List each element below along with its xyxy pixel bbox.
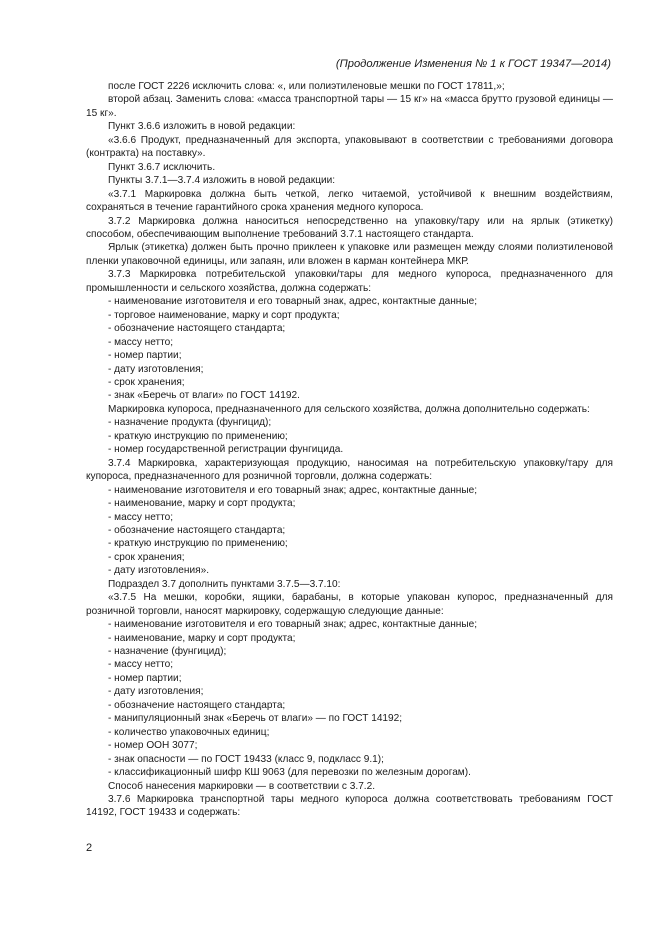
- paragraph: Пункт 3.6.6 изложить в новой редакции:: [108, 121, 296, 133]
- page-header: (Продолжение Изменения № 1 к ГОСТ 19347—2014): [335, 58, 611, 70]
- paragraph: «3.6.6 Продукт, предназначенный для экспорта, упаковывают в соответствии с требованиями договора (контракта) на поставку».: [86, 134, 613, 160]
- paragraph: - знак опасности — по ГОСТ 19433 (класс 9, подкласс 9.1);: [108, 753, 384, 765]
- page-number: 2: [86, 842, 93, 854]
- paragraph: - назначение продукта (фунгицид);: [108, 417, 272, 429]
- paragraph: - массу нетто;: [108, 659, 174, 671]
- paragraph: Пункт 3.6.7 исключить.: [108, 161, 216, 173]
- paragraph: - классификационный шифр КШ 9063 (для перевозки по железным дорогам).: [108, 767, 471, 779]
- paragraph: 3.7.4 Маркировка, характеризующая продукцию, наносимая на потребительскую упаковку/тару для купороса, предназначенного для розничной торговли, должна содержать:: [86, 457, 613, 483]
- paragraph: - знак «Беречь от влаги» по ГОСТ 14192.: [108, 390, 300, 402]
- paragraph: - массу нетто;: [108, 511, 174, 523]
- paragraph: Подраздел 3.7 дополнить пунктами 3.7.5—3.7.10:: [108, 578, 341, 590]
- paragraph: - дату изготовления;: [108, 686, 204, 698]
- paragraph: - массу нетто;: [108, 336, 174, 348]
- paragraph: - дату изготовления».: [108, 565, 210, 577]
- paragraph: Ярлык (этикетка) должен быть прочно приклеен к упаковке или размещен между слоями полиэтиленовой пленки упаковочной единицы, или запаян, или вложен в карман контейнера МКР.: [86, 242, 613, 267]
- paragraph: - краткую инструкцию по применению;: [108, 538, 288, 550]
- paragraph: - краткую инструкцию по применению;: [108, 430, 288, 442]
- paragraph: - манипуляционный знак «Беречь от влаги» — по ГОСТ 14192;: [108, 713, 403, 725]
- paragraph: - количество упаковочных единиц;: [108, 726, 270, 738]
- paragraph: - наименование изготовителя и его товарный знак, адрес, контактные данные;: [108, 296, 478, 308]
- paragraph: - наименование изготовителя и его товарный знак; адрес, контактные данные;: [108, 619, 478, 631]
- paragraph: - номер партии;: [108, 672, 182, 684]
- paragraph: второй абзац. Заменить слова: «масса транспортной тары — 15 кг» на «масса брутто грузовой единицы — 15 кг».: [86, 94, 613, 119]
- paragraph: - обозначение настоящего стандарта;: [108, 524, 286, 536]
- paragraph: - номер партии;: [108, 350, 182, 362]
- paragraph: - обозначение настоящего стандарта;: [108, 699, 286, 711]
- paragraph: Маркировка купороса, предназначенного для сельского хозяйства, должна дополнительно содержать:: [108, 403, 590, 415]
- paragraph: после ГОСТ 2226 исключить слова: «, или полиэтиленовые мешки по ГОСТ 17811,»;: [108, 81, 505, 92]
- paragraph: «3.7.5 На мешки, коробки, ящики, барабаны, в которые упакован купорос, предназначенный для розничной торговли, наносят маркировку, содержащую следующие данные:: [86, 592, 613, 617]
- paragraph: - наименование, марку и сорт продукта;: [108, 632, 296, 644]
- paragraph: Пункты 3.7.1—3.7.4 изложить в новой редакции:: [108, 175, 336, 187]
- paragraph: - дату изготовления;: [108, 363, 204, 375]
- paragraph: - срок хранения;: [108, 376, 185, 388]
- paragraph: - обозначение настоящего стандарта;: [108, 323, 286, 335]
- paragraph: - номер ООН 3077;: [108, 740, 198, 752]
- document-body: [86, 80, 613, 820]
- paragraph: - наименование, марку и сорт продукта;: [108, 498, 296, 510]
- paragraph: 3.7.2 Маркировка должна наноситься непосредственно на упаковку/тару или на ярлык (этикетку) способом, обеспечивающим выполнение требований 3.7.1 настоящего стандарта.: [86, 215, 613, 240]
- paragraph: - торговое наименование, марку и сорт продукта;: [108, 309, 340, 321]
- paragraph: - срок хранения;: [108, 551, 185, 563]
- paragraph: - назначение (фунгицид);: [108, 646, 227, 658]
- paragraph: 3.7.6 Маркировка транспортной тары медного купороса должна соответствовать требованиям ГОСТ 14192, ГОСТ 19433 и содержать:: [86, 794, 613, 819]
- paragraph: Способ нанесения маркировки — в соответствии с 3.7.2.: [108, 780, 376, 792]
- paragraph: - наименование изготовителя и его товарный знак; адрес, контактные данные;: [108, 484, 478, 496]
- paragraph: «3.7.1 Маркировка должна быть четкой, легко читаемой, устойчивой к внешним воздействиям, сохраняться в течение гарантийного срока хранения медного купороса.: [86, 188, 613, 214]
- paragraph: - номер государственной регистрации фунгицида.: [108, 444, 344, 456]
- paragraph: 3.7.3 Маркировка потребительской упаковки/тары для медного купороса, предназначенного для промышленности и сельского хозяйства, должна содержать:: [86, 269, 613, 294]
